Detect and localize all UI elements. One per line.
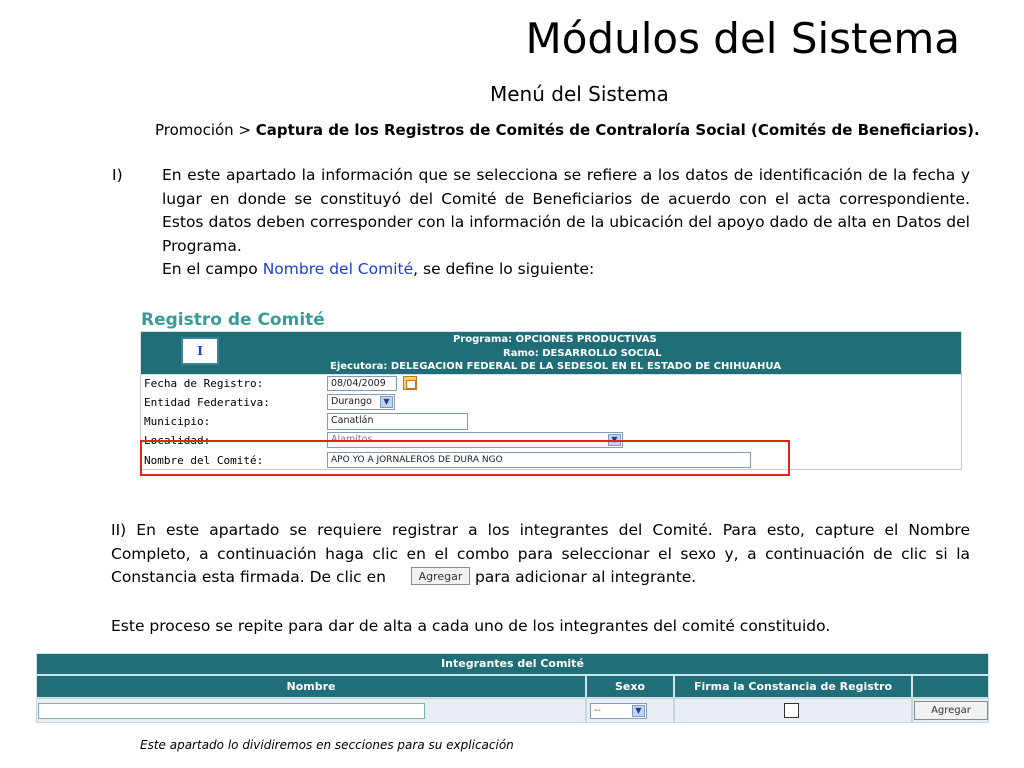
section2-text [111,519,970,590]
chevron-down-icon: ▼ [608,434,621,446]
entidad-select[interactable] [327,394,395,410]
field-intro: En el campo [162,260,263,278]
nombre-comite-label: Nombre del Comité: [144,454,264,467]
fecha-label: Fecha de Registro: [144,377,264,390]
col-action-header [912,675,989,698]
col-firma-header: Firma la Constancia de Registro [674,675,912,698]
entidad-label: Entidad Federativa: [144,396,270,409]
registro-title: Registro de Comité [141,310,325,330]
fecha-input[interactable]: 08/04/2009 [327,376,397,391]
action-cell [912,698,989,723]
breadcrumb-current: Captura de los Registros de Comités de Contraloría Social (Comités de Beneficiarios). [255,121,980,139]
section1-number: I) [112,166,123,184]
slide-subtitle: Menú del Sistema [490,82,669,106]
registro-header [140,331,962,375]
section2-after: para adicionar al integrante. [474,568,697,586]
municipio-label: Municipio: [144,415,211,428]
municipio-select[interactable] [327,413,468,430]
field-outro: , se define lo siguiente: [413,260,595,278]
col-sexo-header: Sexo [586,675,674,698]
footnote: Este apartado lo dividiremos en secciones para su explicación [140,738,514,752]
repeat-text: Este proceso se repite para dar de alta a cada uno de los integrantes del comité constituido. [111,617,831,635]
chevron-down-icon: ▼ [380,396,393,408]
agregar-inline-button[interactable]: Agregar [411,567,470,585]
nombre-comite-input[interactable]: APO YO A JORNALEROS DE DURA NGO [327,452,751,468]
firma-cell [674,698,912,723]
nombre-cell [36,698,586,723]
sexo-cell [586,698,674,723]
entidad-value: Durango [331,396,372,407]
sexo-value: -- [594,705,601,716]
slide-title: Módulos del Sistema [525,14,960,63]
registro-i-button[interactable]: I [181,337,219,365]
breadcrumb-prefix: Promoción > [155,121,256,139]
section1-text [162,164,970,282]
chevron-down-icon: ▼ [632,705,645,717]
header-ramo: Ramo: DESARROLLO SOCIAL [503,348,662,359]
calendar-icon[interactable] [403,376,417,390]
highlight-box [140,440,790,476]
section2-paragraph: II) En este apartado se requiere registrar a los integrantes del Comité. Para esto, capture el Nombre Completo, a continuación haga clic en el combo para seleccionar el sexo y, a continuación de clic si la Constancia esta firmada. De clic en [111,521,970,586]
municipio-overlay [469,413,545,426]
integrantes-table [36,653,989,723]
field-name-highlight: Nombre del Comité [262,260,414,278]
section1-paragraph: En este apartado la información que se selecciona se refiere a los datos de identificación de la fecha y lugar en donde se constituyó del Comité de Beneficiarios de acuerdo con el acta correspondiente. Estos datos deben corresponder con la información de la ubicación del apoyo dado de alta en Datos del Programa. [162,166,970,255]
header-ejecutora: Ejecutora: DELEGACION FEDERAL DE LA SEDESOL EN EL ESTADO DE CHIHUAHUA [330,361,781,372]
breadcrumb [155,121,980,139]
section1-field-line [162,258,970,282]
calendar-icon-grid [406,380,416,389]
municipio-value: Canatlán [331,415,374,426]
sexo-select[interactable] [590,703,647,719]
localidad-label: Localidad: [144,434,211,447]
agregar-button[interactable]: Agregar [914,701,988,720]
col-nombre-header: Nombre [36,675,586,698]
header-programa: Programa: OPCIONES PRODUCTIVAS [453,334,657,345]
integrantes-title: Integrantes del Comité [36,653,989,675]
firma-checkbox[interactable] [784,703,799,718]
localidad-value: Alamitos [331,434,373,445]
nombre-input[interactable] [38,703,425,719]
